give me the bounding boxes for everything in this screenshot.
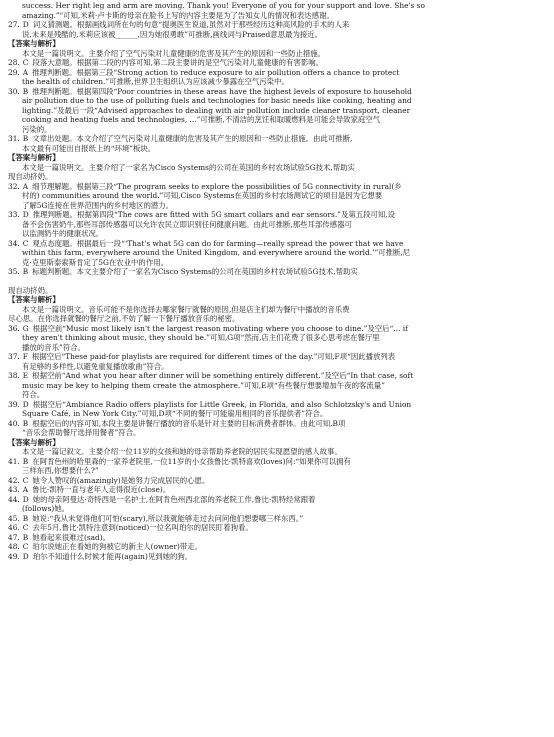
explanation-line: 备不会伤害奶牛,那些耳部传感器可以允许农民立即识别任何健康问题。由此可推断,那些耳部传感器可 bbox=[22, 219, 352, 229]
answer-line bbox=[8, 419, 546, 429]
explanation-line: 本文最有可能出自报纸上的“环境”板块。 bbox=[22, 143, 156, 153]
question-number: 44. bbox=[8, 494, 20, 504]
answer-line bbox=[8, 210, 546, 220]
question-number: 45. bbox=[8, 513, 20, 523]
answer-item bbox=[8, 533, 546, 543]
answer-item bbox=[8, 371, 546, 400]
answer-item bbox=[8, 476, 546, 486]
answer-letter: D bbox=[22, 210, 29, 219]
section-header: 【答案与解析】 bbox=[8, 437, 60, 447]
answer-line bbox=[8, 485, 546, 495]
explanation-text: 她令人赞叹的(amazingly)是她努力完成居民的心愿。 bbox=[32, 475, 210, 485]
passage-summary: 本文是一篇记叙文。主要介绍一位11岁的女孩和她的母亲帮助养老院的居民实现愿望的感人故事。 bbox=[22, 447, 342, 456]
section-header: 【答案与解析】 bbox=[8, 39, 60, 48]
answer-line bbox=[8, 457, 546, 467]
explanation-line: 污染的。 bbox=[22, 124, 52, 134]
answer-letter: C bbox=[22, 542, 29, 551]
explanation-line: 符合。 bbox=[22, 390, 45, 399]
section-header: 【答案与解析】 bbox=[8, 295, 60, 304]
answer-letter: C bbox=[22, 238, 29, 248]
question-number: 38. bbox=[8, 371, 20, 380]
question-number: 37. bbox=[8, 352, 20, 361]
answer-letter: B bbox=[22, 532, 29, 542]
question-number: 43. bbox=[8, 485, 20, 494]
answer-line bbox=[8, 352, 546, 362]
answer-item bbox=[8, 239, 546, 268]
explanation-line: “音乐会帮助餐厅选择用餐者”符合。 bbox=[22, 428, 141, 437]
answer-item bbox=[8, 20, 546, 39]
explanation-line: 播放的音乐”符合。 bbox=[22, 342, 85, 352]
explanation-line: 三样东西,你想要什么?” bbox=[22, 466, 99, 475]
explanation-text: 词义猜测题。根据画线词所在句的句意“提奥医生说道,虽然对于那些经历这种高风险的手术的人来 bbox=[32, 20, 350, 29]
question-number: 40. bbox=[8, 418, 20, 428]
answer-item bbox=[8, 552, 546, 562]
explanation-line: Square Café, in New York City.”可知,D项“不同的餐厅可能雇用相同的音乐提供者”符合。 bbox=[22, 409, 328, 418]
passage-summary: 本文是一篇说明文。主要介绍了空气污染对儿童健康的危害及其产生的原因和一些防止措施。 bbox=[22, 48, 326, 58]
answer-item bbox=[8, 523, 546, 533]
answer-item bbox=[8, 134, 546, 153]
answer-letter: B bbox=[22, 418, 29, 428]
question-number: 31. bbox=[8, 134, 20, 143]
answer-line bbox=[8, 58, 546, 68]
answer-letter: C bbox=[22, 475, 29, 485]
answer-line bbox=[8, 542, 546, 552]
answer-item bbox=[8, 419, 546, 438]
explanation-text: 推理判断题。根据第四段“Poor countries in these areas have the highest levels of exposure to household bbox=[32, 86, 412, 96]
explanation-line: the health of children.”可推断,世界卫生组织认为应该减少暴露在空气污染中。 bbox=[22, 77, 289, 86]
question-number: 39. bbox=[8, 399, 20, 409]
answer-line bbox=[8, 371, 546, 381]
explanation-text: 根据空前“Music most likely isn't the largest reason motivating where you choose to dine.”及空后“... if bbox=[32, 323, 408, 333]
answer-item bbox=[8, 68, 546, 87]
answer-item bbox=[8, 485, 546, 495]
explanation-text: 她看起来很难过(sad)。 bbox=[32, 532, 111, 542]
question-number: 30. bbox=[8, 86, 20, 96]
text-line: success. Her right leg and arm are moving. Thank you! Everyone of you for your support and love. She's so bbox=[22, 1, 425, 10]
answer-letter: D bbox=[22, 494, 29, 504]
question-number: 47. bbox=[8, 532, 20, 542]
passage-summary: 本文是一篇说明文。主要介绍了一家名为Cisco Systems的公司在英国的乡村农场试验5G技术,帮助实 bbox=[22, 162, 355, 172]
answer-letter: A bbox=[22, 485, 29, 494]
answer-line bbox=[8, 523, 546, 533]
answer-line bbox=[8, 514, 546, 524]
question-number: 33. bbox=[8, 210, 20, 219]
top-text bbox=[8, 1, 546, 20]
question-number: 32. bbox=[8, 181, 20, 191]
question-number: 34. bbox=[8, 238, 20, 248]
explanation-text: 珀尔不知道什么时候才能再(again)见到她的狗。 bbox=[32, 551, 193, 561]
answer-line bbox=[8, 20, 546, 30]
explanation-line: music may be key to helping them create the atmosphere.”可知,E项“有些餐厅想要增加午夜的客流量” bbox=[22, 380, 385, 390]
answer-line bbox=[8, 68, 546, 78]
explanation-text: 珀尔说她正在看她的狗被它的新主人(owner)带走。 bbox=[32, 542, 203, 551]
explanation-text: 根据空后的内容可知,本段主要是讲餐厅播放的音乐是针对主要的目标消费者群体。由此可知,B项 bbox=[32, 418, 346, 428]
question-number: 42. bbox=[8, 475, 20, 485]
answer-item bbox=[8, 542, 546, 552]
answer-line bbox=[8, 476, 546, 486]
explanation-line: they aren't thinking about music, they should be.”可知,G项“然而,店主们花费了很多心思考虑在餐厅里 bbox=[22, 333, 380, 342]
question-number: 27. bbox=[8, 20, 20, 29]
answer-line bbox=[8, 533, 546, 543]
answer-letter: A bbox=[22, 181, 29, 191]
explanation-text: 她说:“我从未觉得他们可怕(scary),所以我就能够走过去问问他们想要哪三样东西。” bbox=[32, 513, 304, 523]
explanation-text: 段落大意题。根据第二段的内容可知,第二段主要讲的是空气污染对儿童健康的有害影响。 bbox=[32, 58, 324, 67]
answer-line bbox=[8, 182, 546, 192]
answer-line bbox=[8, 400, 546, 410]
explanation-text: 在阿肯色州的哈里森的一家养老院里,一位11岁的小女孩鲁比·凯特喜欢(loves)问:“如果你可以拥有 bbox=[32, 456, 351, 466]
explanation-text: 鲁比·凯特一直与老年人走得很近(close)。 bbox=[32, 485, 171, 494]
item-list bbox=[8, 182, 546, 277]
explanation-line: within this farm, everywhere around the United Kingdom, and everywhere around the world.’”可推断,尼 bbox=[22, 248, 411, 257]
answer-line bbox=[8, 552, 546, 562]
explanation-text: 根据空后“These paid-for playlists are required for different times of the day.”可知,F项“因此播放列表 bbox=[31, 352, 396, 361]
answer-line bbox=[8, 495, 546, 505]
answer-item bbox=[8, 400, 546, 419]
text-line: amazing.”"可知,米莉·卢卡斯的母亲在脸书上写的内容主要是为了告知女儿的情况和表达感谢。 bbox=[22, 10, 334, 20]
question-number: 29. bbox=[8, 67, 20, 77]
answer-line bbox=[8, 267, 546, 277]
passage-summary: 尽心思。在你选择就餐的餐厅之前,不妨了解一下餐厅播放音乐的秘密。 bbox=[8, 314, 240, 323]
answer-letter: D bbox=[22, 20, 29, 29]
explanation-text: 标题判断题。本文主要介绍了一家名为Cisco Systems的公司在英国的乡村农场试验5G技术,帮助实 bbox=[32, 267, 358, 276]
answer-letter: C bbox=[22, 58, 29, 67]
answer-letter: E bbox=[22, 371, 29, 380]
answer-letter: B bbox=[22, 267, 29, 276]
explanation-line: lighting.”及最后一段“Advised approaches to dealing with air pollution include cleaner transport, cleaner bbox=[22, 105, 411, 115]
explanation-text: 文章出处题。本文介绍了空气污染对儿童健康的危害及其产生的原因和一些防止措施。由此可推断, bbox=[32, 134, 353, 143]
answer-line bbox=[8, 239, 546, 249]
question-number: 41. bbox=[8, 456, 20, 466]
question-number: 28. bbox=[8, 58, 20, 67]
explanation-line: 有足够的多样性,以避免重复播放歌曲”符合。 bbox=[22, 361, 169, 371]
question-number: 36. bbox=[8, 323, 20, 333]
answer-line bbox=[8, 134, 546, 144]
answer-item bbox=[8, 87, 546, 135]
item-list bbox=[8, 20, 546, 39]
answer-item bbox=[8, 324, 546, 353]
answer-item bbox=[8, 352, 546, 371]
answer-line bbox=[8, 324, 546, 334]
explanation-line: 村的) communities around the world.”可知,Cisco Systems在英国的乡村农场测试它的项目是因为它想要 bbox=[22, 191, 383, 200]
explanation-text: 推理判断题。根据第四段“The cows are fitted with 5G smart collars and ear sensors.”及第五段可知,设 bbox=[32, 210, 396, 219]
question-number: 46. bbox=[8, 523, 20, 532]
explanation-line: 克·克里斯泰索斯肯定了5G在农业中的作用。 bbox=[22, 257, 168, 267]
explanation-line: 了解5G连接在世界范围内的乡村地区的潜力。 bbox=[22, 200, 174, 210]
explanation-text: 推理判断题。根据第三段“Strong action to reduce exposure to air pollution offers a chance to protect bbox=[32, 67, 400, 77]
section-header: 【答案与解析】 bbox=[8, 153, 60, 162]
answer-item bbox=[8, 210, 546, 239]
blank-gap bbox=[8, 277, 546, 286]
answer-letter: B bbox=[22, 86, 29, 96]
explanation-line: 说,未来是残酷的,米莉应该被______,因为她很勇敢”可推断,画线词与Praised意思最为接近。 bbox=[22, 29, 323, 39]
item-list bbox=[8, 58, 546, 153]
answer-item bbox=[8, 267, 546, 277]
answer-item bbox=[8, 514, 546, 524]
answer-letter: F bbox=[22, 352, 28, 361]
answer-item bbox=[8, 182, 546, 211]
explanation-line: air pollution due to the use of polluting fuels and technologies for basic needs like cooking, heating and bbox=[22, 96, 412, 105]
explanation-line: 以监测奶牛的健康状况。 bbox=[22, 229, 104, 238]
answer-item bbox=[8, 58, 546, 68]
answer-letter: D bbox=[22, 399, 29, 409]
question-number: 48. bbox=[8, 542, 20, 551]
explanation-text: 观点态度题。根据最后一段“‘That's what 5G can do for farming—really spread the power that we have bbox=[32, 238, 404, 248]
passage-summary: 本文是一篇说明文。音乐可能不是你选择去哪家餐厅就餐的原因,但是店主们却为餐厅中播放的音乐费 bbox=[22, 304, 350, 314]
passage-summary: 现自动挤奶。 bbox=[8, 172, 53, 181]
question-number: 49. bbox=[8, 551, 20, 561]
explanation-text: 去年5月,鲁比·凯特注意到(noticed)一位名叫珀尔的居民盯着狗看。 bbox=[32, 523, 253, 532]
explanation-text: 细节理解题。根据第三段“The program seeks to explore the possibilities of 5G connectivity in rural(乡 bbox=[32, 181, 402, 191]
answer-letter: G bbox=[22, 323, 29, 333]
answer-letter: B bbox=[22, 513, 29, 523]
answer-letter: D bbox=[22, 551, 29, 561]
text-line: 现自动挤奶。 bbox=[8, 285, 53, 295]
item-list bbox=[8, 457, 546, 562]
answer-letter: B bbox=[22, 134, 29, 143]
answer-line bbox=[8, 87, 546, 97]
explanation-text: 她的母亲阿曼达·奇特西是一名护士,在阿肯色州西北部的养老院工作,鲁比·凯特经常跟着 bbox=[32, 494, 316, 504]
explanation-line: cooking and heating fuels and technologies, ...”可推断,不清洁的烹饪和取暖燃料是可能会导致家庭空气 bbox=[22, 115, 381, 124]
explanation-text: 根据空后“Ambiance Radio offers playlists for Little Greek, in Florida, and also Schlotzsky's and Union bbox=[32, 399, 412, 409]
answer-letter: C bbox=[22, 523, 29, 532]
item-list bbox=[8, 324, 546, 438]
explanation-text: 根据空前“And what you hear after dinner will be something entirely different.”及空后“In that case, soft bbox=[32, 371, 414, 380]
answer-letter: A bbox=[22, 67, 29, 77]
answer-item bbox=[8, 495, 546, 514]
question-number: 35. bbox=[8, 267, 20, 276]
answer-item bbox=[8, 457, 546, 476]
explanation-line: (follows)她。 bbox=[22, 504, 70, 513]
answer-letter: B bbox=[22, 456, 29, 466]
